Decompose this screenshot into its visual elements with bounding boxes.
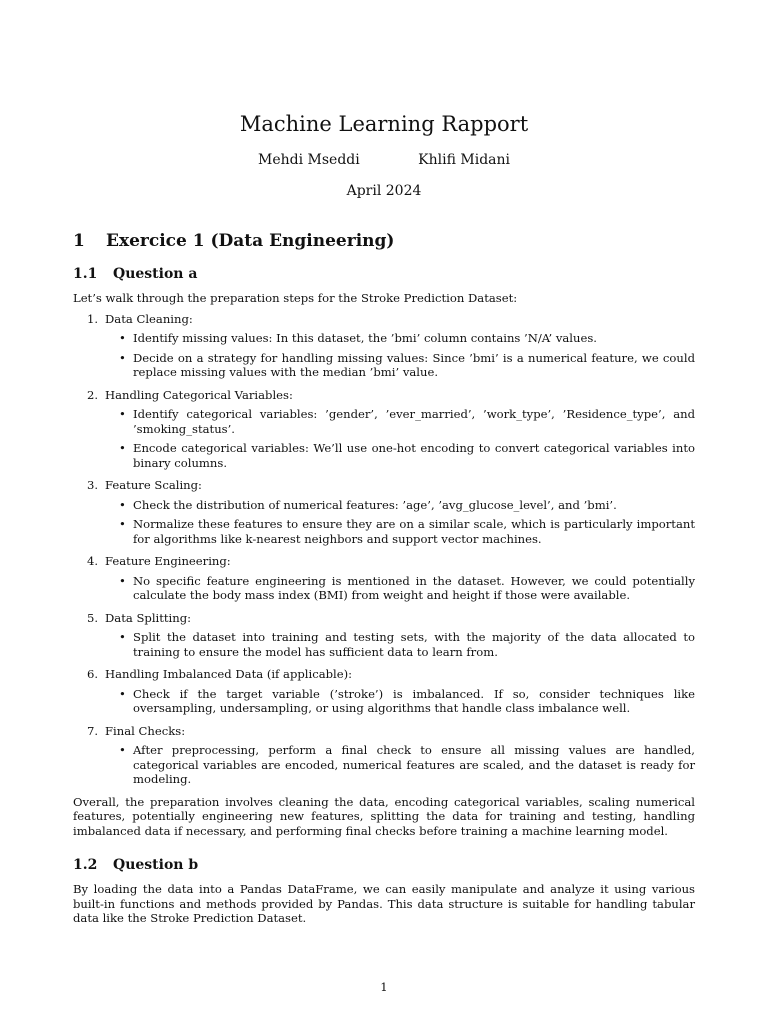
- step-item: [73, 724, 695, 787]
- document-title: Machine Learning Rapport: [239, 112, 529, 136]
- subsection-title: Question b: [113, 857, 199, 873]
- step-heading: [73, 724, 695, 739]
- bullet-item: • After preprocessing, perform a final check to ensure all missing values are handled, categorical variables are encoded, numerical features are scaled, and the dataset is ready for modeling.: [133, 743, 695, 787]
- subsection-heading-question-b: [73, 856, 695, 874]
- question-b-paragraph: By loading the data into a Pandas DataFrame, we can easily manipulate and analyze it using various built-in functions and methods provided by Pandas. This data structure is suitable for handling tabular data like the Stroke Prediction Dataset.: [73, 882, 695, 925]
- author-list: [0, 150, 768, 170]
- step-number: 1.: [87, 311, 99, 326]
- step-item: [73, 554, 695, 603]
- step-number: 4.: [87, 554, 99, 568]
- subsection-number: 1.1: [73, 266, 98, 282]
- step-title: Data Splitting:: [105, 610, 192, 625]
- step-number: 7.: [87, 723, 99, 738]
- bullet-item: • No specific feature engineering is mentioned in the dataset. However, we could potentially calculate the body mass index (BMI) from weight and height if those were available.: [133, 574, 695, 603]
- bullet-list: [73, 743, 695, 787]
- step-number: 3.: [87, 478, 99, 492]
- summary-paragraph: Overall, the preparation involves cleaning the data, encoding categorical variables, scaling numerical features, potentially engineering new features, splitting the data for training and testing, handling imbalanced data if necessary, and performing final checks before training a machine learning model.: [73, 794, 695, 838]
- bullet-item: • Check if the target variable (’stroke’) is imbalanced. If so, consider techniques like oversampling, undersampling, or using algorithms that handle class imbalance well.: [133, 687, 695, 716]
- subsection-title: Question a: [113, 266, 198, 282]
- bullet-list: [73, 574, 695, 603]
- step-title: Handling Categorical Variables:: [105, 387, 293, 402]
- bullet-list: [73, 498, 695, 547]
- step-heading: [73, 554, 695, 569]
- bullet-item: • Identify missing values: In this dataset, the ’bmi’ column contains ’N/A’ values.: [133, 331, 695, 346]
- step-number: 5.: [87, 610, 99, 625]
- step-title: Feature Scaling:: [105, 478, 202, 492]
- bullet-item: • Identify categorical variables: ’gender’, ’ever_married’, ’work_type’, ’Residence_type’, and ’smoking_status’.: [133, 407, 695, 436]
- step-heading: [73, 312, 695, 327]
- step-title: Final Checks:: [105, 723, 186, 738]
- subsection-heading-question-a: [73, 265, 695, 283]
- document-date: April 2024: [346, 183, 422, 199]
- step-item: [73, 478, 695, 546]
- author-name: Mehdi Mseddi: [257, 152, 360, 168]
- subsection-number: 1.2: [73, 857, 98, 873]
- bullet-list: [73, 407, 695, 470]
- step-item: [73, 388, 695, 471]
- section-title: Exercice 1 (Data Engineering): [106, 231, 395, 251]
- step-item: [73, 611, 695, 660]
- bullet-item: • Encode categorical variables: We’ll use one-hot encoding to convert categorical variables into binary columns.: [133, 441, 695, 470]
- step-title: Handling Imbalanced Data (if applicable):: [105, 667, 353, 681]
- step-heading: [73, 667, 695, 682]
- author-name: Khlifi Midani: [418, 152, 511, 168]
- step-number: 2.: [87, 387, 99, 402]
- step-number: 6.: [87, 667, 99, 681]
- bullet-item: • Decide on a strategy for handling missing values: Since ’bmi’ is a numerical feature, we could replace missing values with the median ’bmi’ value.: [133, 351, 695, 380]
- bullet-item: • Split the dataset into training and testing sets, with the majority of the data allocated to training to ensure the model has sufficient data to learn from.: [133, 630, 695, 659]
- step-item: [73, 312, 695, 380]
- bullet-list: [73, 331, 695, 380]
- section-heading: [73, 230, 695, 252]
- step-title: Feature Engineering:: [105, 554, 231, 568]
- bullet-item: • Normalize these features to ensure they are on a similar scale, which is particularly important for algorithms like k-nearest neighbors and support vector machines.: [133, 517, 695, 546]
- bullet-list: [73, 630, 695, 659]
- bullet-item: • Check the distribution of numerical features: ’age’, ’avg_glucose_level’, and ’bmi’.: [133, 498, 695, 513]
- step-heading: [73, 478, 695, 493]
- preparation-steps-list: [73, 312, 695, 787]
- bullet-list: [73, 687, 695, 716]
- step-heading: [73, 388, 695, 403]
- step-title: Data Cleaning:: [105, 311, 193, 326]
- section-number: 1: [73, 231, 85, 251]
- step-heading: [73, 611, 695, 626]
- intro-paragraph: Let’s walk through the preparation steps for the Stroke Prediction Dataset:: [73, 291, 518, 305]
- document-body: [73, 230, 695, 926]
- page-number: 1: [380, 980, 388, 994]
- step-item: [73, 667, 695, 716]
